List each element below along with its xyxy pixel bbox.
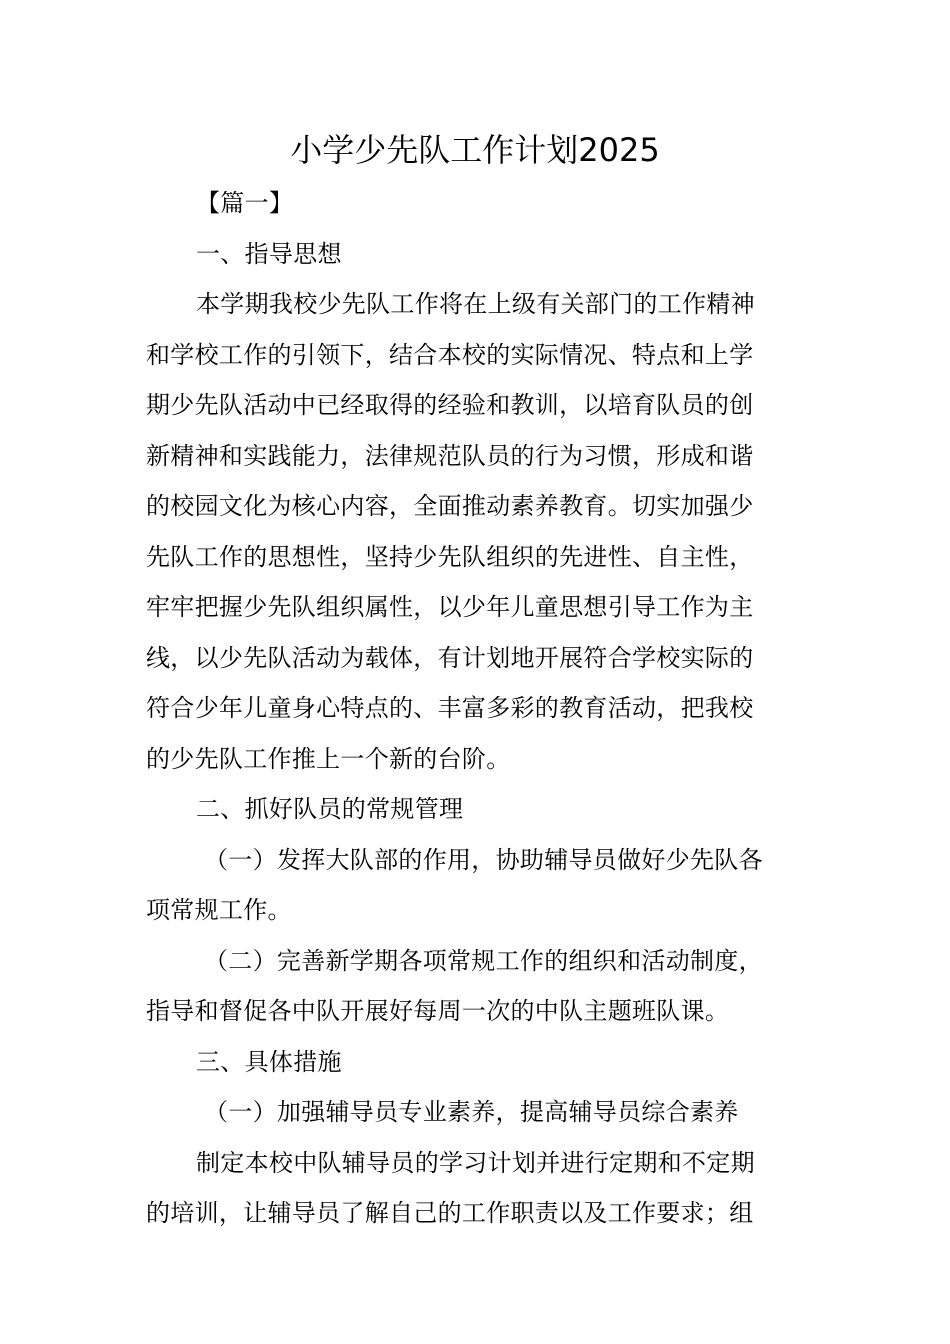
text-line: 一、指导思想: [196, 239, 342, 268]
text-line: （一）发挥大队部的作用，协助辅导员做好少先队各: [204, 845, 763, 874]
text-line: 先队工作的思想性，坚持少先队组织的先进性、自主性，: [146, 542, 754, 571]
text-line: 项常规工作。: [146, 896, 292, 924]
text-line: 制定本校中队辅导员的学习计划并进行定期和不定期: [196, 1148, 755, 1177]
text-line: 二、抓好队员的常规管理: [196, 795, 464, 823]
text-line: 期少先队活动中已经取得的经验和教训，以培育队员的创: [146, 391, 754, 419]
document-title: 小学少先队工作计划2025: [290, 131, 660, 169]
text-line: 三、具体措施: [196, 1047, 342, 1076]
document-body: [146, 178, 806, 1239]
text-line: （一）加强辅导员专业素养，提高辅导员综合素养: [204, 1098, 739, 1126]
text-line: （二）完善新学期各项常规工作的组织和活动制度，: [204, 946, 763, 975]
text-line: 的少先队工作推上一个新的台阶。: [146, 744, 511, 773]
text-line: 【篇一】: [196, 189, 294, 217]
text-line: 和学校工作的引领下，结合本校的实际情况、特点和上学: [146, 340, 754, 369]
text-line: 的培训，让辅导员了解自己的工作职责以及工作要求；组: [146, 1199, 754, 1227]
text-line: 牢牢把握少先队组织属性，以少年儿童思想引导工作为主: [146, 593, 754, 621]
text-line: 线，以少先队活动为载体，有计划地开展符合学校实际的: [146, 643, 754, 672]
text-line: 新精神和实践能力，法律规范队员的行为习惯，形成和谐: [146, 441, 754, 470]
text-line: 符合少年儿童身心特点的、丰富多彩的教育活动，把我校: [146, 694, 754, 722]
text-line: 的校园文化为核心内容，全面推动素养教育。切实加强少: [146, 492, 754, 520]
text-line: 指导和督促各中队开展好每周一次的中队主题班队课。: [146, 997, 730, 1025]
text-line: 本学期我校少先队工作将在上级有关部门的工作精神: [196, 290, 755, 318]
